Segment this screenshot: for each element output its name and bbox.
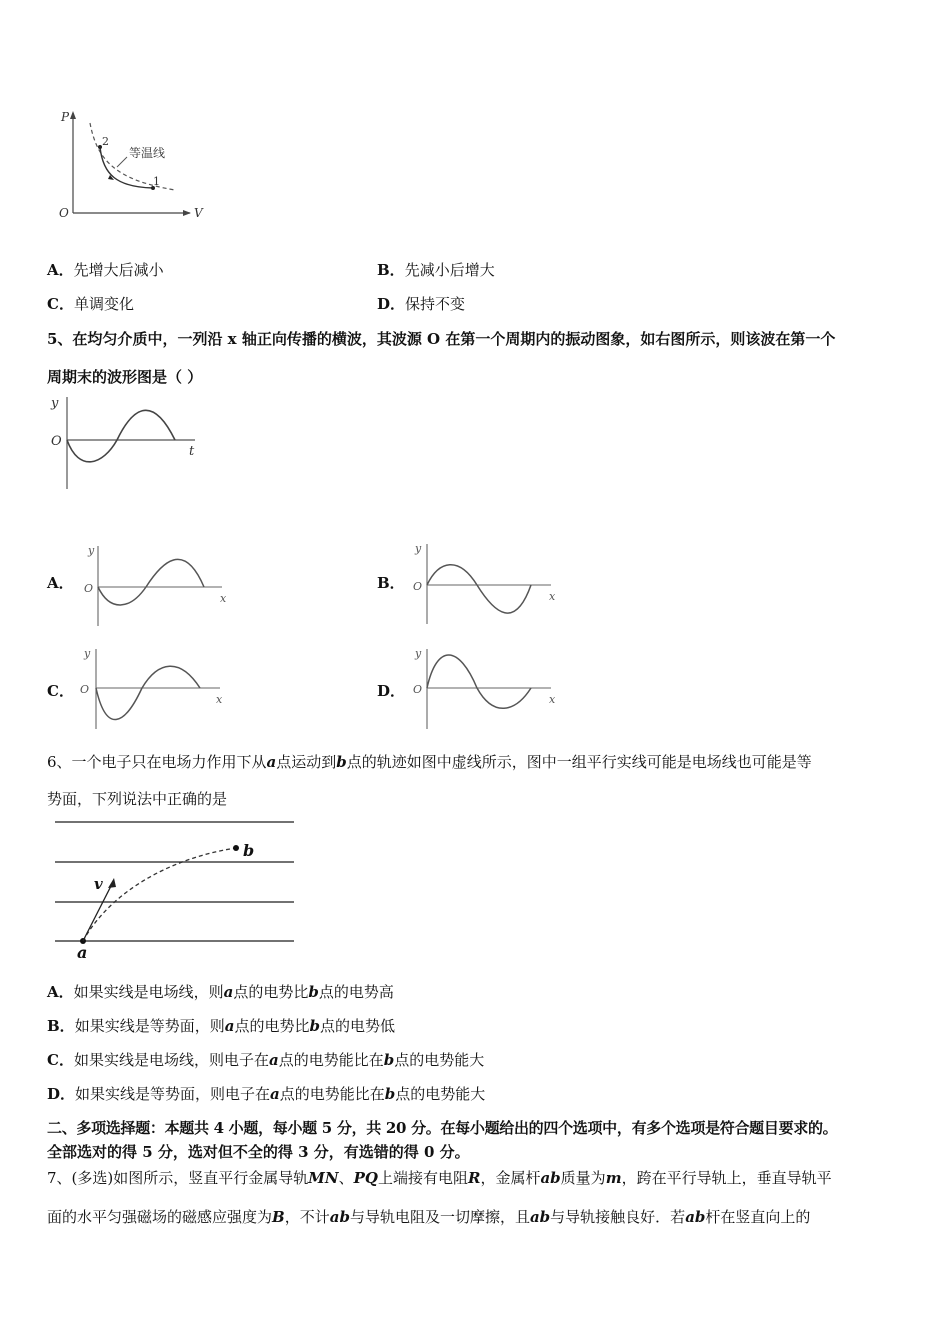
y-label: y bbox=[415, 542, 422, 555]
section2-header-line1: 二、多项选择题：本题共 4 小题，每小题 5 分，共 20 分。在每小题给出的四个选项中，有多个选项是符合题目要求的。 bbox=[47, 1119, 838, 1137]
option-text: 单调变化 bbox=[73, 295, 134, 313]
p-axis-arrow bbox=[70, 111, 76, 119]
q5-option-a-graph bbox=[80, 540, 235, 630]
option-text: 点的电势低 bbox=[319, 1017, 395, 1035]
option-text: 先增大后减小 bbox=[73, 261, 164, 279]
option-letter: C． bbox=[47, 1051, 74, 1069]
option-text: 保持不变 bbox=[405, 295, 466, 313]
option-text: 先减小后增大 bbox=[404, 261, 495, 279]
origin-label: O bbox=[84, 582, 94, 595]
q6-stem-line1 bbox=[47, 752, 812, 772]
origin-label: O bbox=[413, 580, 423, 593]
origin-label: O bbox=[59, 206, 69, 220]
q6-field-diagram bbox=[50, 812, 300, 962]
section2-header-line2: 全部选对的得 5 分，选对但不全的得 3 分，有选错的得 0 分。 bbox=[47, 1143, 470, 1161]
point-b bbox=[233, 845, 239, 851]
wave-curve bbox=[427, 565, 531, 613]
q5-option-c-letter: C． bbox=[47, 682, 74, 700]
stem-text: 与导轨接触良好．若 bbox=[550, 1208, 686, 1226]
option-text: 如果实线是电场线，则 bbox=[73, 983, 224, 1001]
stem-text: ，跨在平行导轨上，垂直导轨平 bbox=[621, 1169, 832, 1187]
x-label: x bbox=[549, 590, 556, 603]
stem-text: 、 bbox=[338, 1169, 354, 1187]
rail-pq-ref: PQ bbox=[353, 1169, 378, 1187]
mass-ref: m bbox=[605, 1169, 622, 1187]
point-b-ref: b bbox=[384, 1085, 396, 1103]
velocity-arrowhead bbox=[108, 878, 116, 888]
option-letter: D． bbox=[377, 295, 406, 313]
option-letter: A． bbox=[47, 261, 74, 279]
y-label: y bbox=[84, 647, 91, 660]
stem-text: 面的水平匀强磁场的磁感应强度为 bbox=[47, 1208, 273, 1226]
t-label: t bbox=[189, 444, 195, 459]
point-1-label: 1 bbox=[153, 175, 160, 188]
y-label: y bbox=[88, 544, 95, 557]
point-a-ref: a bbox=[268, 1051, 279, 1069]
p-axis-label: P bbox=[61, 110, 70, 124]
q7-stem-line2 bbox=[47, 1207, 810, 1227]
q5-option-d-graph bbox=[405, 643, 560, 733]
point-a-ref: a bbox=[224, 1017, 235, 1035]
isotherm-label: 等温线 bbox=[129, 146, 166, 160]
stem-text: ，金属杆 bbox=[480, 1169, 541, 1187]
option-letter: A． bbox=[47, 983, 74, 1001]
option-letter: D． bbox=[47, 1085, 76, 1103]
q6-option-c bbox=[47, 1050, 484, 1070]
q5-option-b-graph bbox=[405, 538, 560, 628]
stem-text: 点的轨迹如图中虚线所示，图中一组平行实线可能是电场线也可能是等 bbox=[346, 753, 812, 771]
isotherm-pointer bbox=[117, 157, 127, 167]
rod-ab-ref: ab bbox=[529, 1208, 551, 1226]
option-letter: B． bbox=[377, 261, 405, 279]
stem-text: 6、一个电子只在电场力作用下从 bbox=[47, 753, 267, 771]
option-text: 点的电势能大 bbox=[395, 1085, 486, 1103]
q5-option-d-letter: D． bbox=[377, 682, 406, 700]
origin-label: O bbox=[80, 683, 90, 696]
q6-option-b bbox=[47, 1016, 395, 1036]
q4-option-a bbox=[47, 260, 164, 280]
point-b-ref: b bbox=[336, 753, 347, 771]
velocity-label: v bbox=[94, 875, 103, 893]
rod-ab-ref: ab bbox=[540, 1169, 561, 1187]
y-label: y bbox=[415, 647, 422, 660]
option-text: 点的电势比 bbox=[233, 983, 309, 1001]
point-a-ref: a bbox=[270, 1085, 280, 1103]
q5-vibration-graph bbox=[45, 393, 205, 493]
x-label: x bbox=[549, 693, 556, 706]
q5-option-a-letter: A． bbox=[47, 574, 74, 592]
stem-text: 杆在竖直向上的 bbox=[705, 1208, 811, 1226]
pv-diagram bbox=[55, 105, 215, 225]
q4-option-c bbox=[47, 294, 134, 314]
point-b-label: b bbox=[243, 841, 255, 860]
q5-option-c-graph bbox=[76, 643, 231, 733]
q6-stem-line2: 势面，下列说法中正确的是 bbox=[47, 790, 228, 808]
option-text: 点的电势能比在 bbox=[278, 1051, 384, 1069]
y-label: y bbox=[51, 396, 59, 411]
stem-text: 上端接有电阻 bbox=[377, 1169, 468, 1187]
point-b-ref: b bbox=[383, 1051, 395, 1069]
point-2-label: 2 bbox=[102, 135, 109, 148]
point-a-ref: a bbox=[223, 983, 234, 1001]
stem-text: 点运动到 bbox=[276, 753, 337, 771]
option-text: 点的电势能比在 bbox=[279, 1085, 385, 1103]
point-b-ref: b bbox=[309, 1017, 320, 1035]
option-text: 如果实线是等势面，则电子在 bbox=[75, 1085, 271, 1103]
point-b-ref: b bbox=[308, 983, 319, 1001]
q6-option-d bbox=[47, 1084, 485, 1104]
v-axis-arrow bbox=[183, 210, 191, 216]
option-text: 点的电势比 bbox=[234, 1017, 310, 1035]
point-a-label: a bbox=[77, 943, 88, 962]
rail-mn-ref: MN bbox=[308, 1169, 339, 1187]
rod-ab-ref: ab bbox=[685, 1208, 706, 1226]
field-b-ref: B bbox=[272, 1208, 285, 1226]
stem-text: 质量为 bbox=[560, 1169, 606, 1187]
option-text: 如果实线是等势面，则 bbox=[74, 1017, 225, 1035]
wave-curve bbox=[96, 666, 200, 719]
q5-option-b-letter: B． bbox=[377, 574, 405, 592]
q7-stem-line1 bbox=[47, 1168, 832, 1188]
v-axis-label: V bbox=[194, 206, 203, 220]
option-text: 如果实线是电场线，则电子在 bbox=[73, 1051, 269, 1069]
option-letter: B． bbox=[47, 1017, 75, 1035]
q6-option-a bbox=[47, 982, 394, 1002]
q5-stem-line2: 周期末的波形图是（ ） bbox=[47, 368, 203, 386]
q4-option-b bbox=[377, 260, 495, 280]
option-letter: C． bbox=[47, 295, 74, 313]
option-text: 点的电势能大 bbox=[394, 1051, 485, 1069]
x-label: x bbox=[216, 693, 223, 706]
vibration-curve bbox=[67, 410, 175, 462]
q5-stem-line1: 5、在均匀介质中，一列沿 x 轴正向传播的横波，其波源 O 在第一个周期内的振动图象，如右图所示，则该波在第一个 bbox=[47, 330, 836, 348]
rod-ab-ref: ab bbox=[329, 1208, 350, 1226]
origin-label: O bbox=[413, 683, 423, 696]
option-text: 点的电势高 bbox=[318, 983, 394, 1001]
x-label: x bbox=[220, 592, 227, 605]
wave-curve bbox=[98, 559, 204, 605]
stem-text: 7、(多选)如图所示，竖直平行金属导轨 bbox=[47, 1169, 309, 1187]
resistor-ref: R bbox=[467, 1169, 481, 1187]
stem-text: 与导轨电阻及一切摩擦，且 bbox=[349, 1208, 530, 1226]
origin-label: O bbox=[51, 434, 62, 449]
point-a-ref: a bbox=[266, 753, 277, 771]
wave-curve bbox=[427, 655, 531, 708]
q4-option-d bbox=[377, 294, 465, 314]
stem-text: ，不计 bbox=[284, 1208, 330, 1226]
